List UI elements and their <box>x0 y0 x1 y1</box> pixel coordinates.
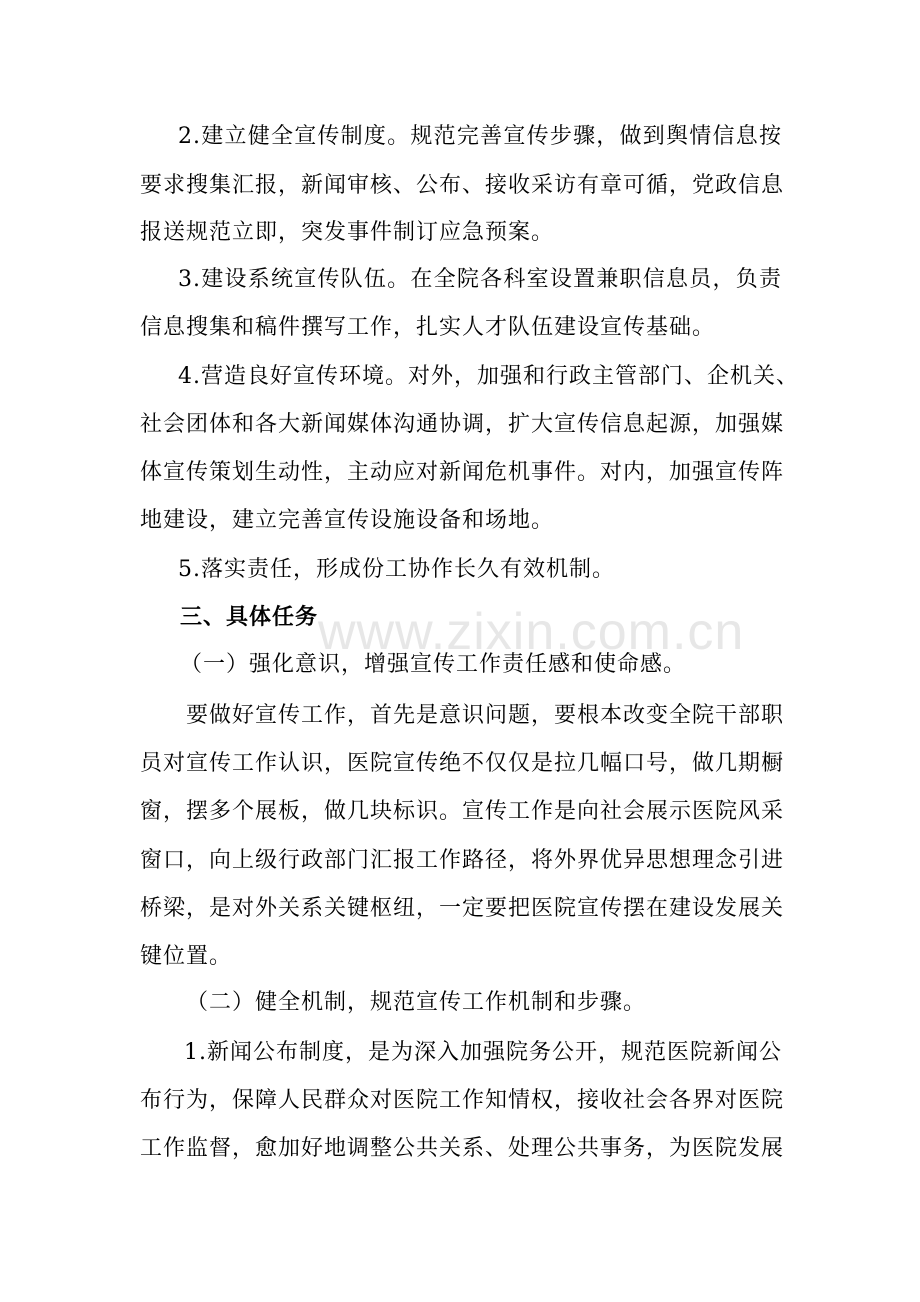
text-line: 窗口，向上级行政部门汇报工作路径，将外界优异思想理念引进 <box>140 848 785 873</box>
text-line: 体宣传策划生动性，主动应对新闻危机事件。对内，加强宣传阵 <box>140 460 785 485</box>
text-line: 报送规范立即，突发事件制订应急预案。 <box>140 220 555 245</box>
text-line: 4.营造良好宣传环境。对外，加强和行政主管部门、企机关、 <box>178 364 799 389</box>
text-line: 5.落实责任，形成份工协作长久有效机制。 <box>178 557 615 582</box>
text-line: 布行为，保障人民群众对医院工作知情权，接收社会各界对医院 <box>140 1088 785 1113</box>
text-line: 员对宣传工作认识，医院宣传绝不仅仅是拉几幅口号，做几期橱 <box>140 751 785 776</box>
section-heading: 三、具体任务 <box>180 605 319 630</box>
text-line: 社会团体和各大新闻媒体沟通协调，扩大宣传信息起源，加强媒 <box>140 412 785 437</box>
text-line: 窗，摆多个展板，做几块标识。宣传工作是向社会展示医院风采 <box>140 799 785 824</box>
text-line: 要做好宣传工作，首先是意识问题，要根本改变全院干部职 <box>186 703 785 728</box>
text-line: 2.建立健全宣传制度。规范完善宣传步骤，做到舆情信息按 <box>178 124 782 149</box>
subsection-heading: （一）强化意识，增强宣传工作责任感和使命感。 <box>180 652 687 677</box>
text-line: 1.新闻公布制度，是为深入加强院务公开，规范医院新闻公 <box>184 1040 782 1065</box>
watermark: www.zixin.com.cn <box>318 603 745 661</box>
text-line: 信息搜集和稿件撰写工作，扎实人才队伍建设宣传基础。 <box>140 315 716 340</box>
text-line: 3.建设系统宣传队伍。在全院各科室设置兼职信息员，负责 <box>178 267 782 292</box>
text-line: 要求搜集汇报，新闻审核、公布、接收采访有章可循，党政信息 <box>140 173 785 198</box>
subsection-heading: （二）健全机制，规范宣传工作机制和步骤。 <box>186 990 647 1015</box>
text-line: 地建设，建立完善宣传设施设备和场地。 <box>140 508 555 533</box>
text-line: 工作监督，愈加好地调整公共关系、处理公共事务，为医院发展 <box>140 1136 785 1161</box>
text-line: 桥梁，是对外关系关键枢纽，一定要把医院宣传摆在建设发展关 <box>140 896 785 921</box>
text-line: 键位置。 <box>140 944 233 969</box>
